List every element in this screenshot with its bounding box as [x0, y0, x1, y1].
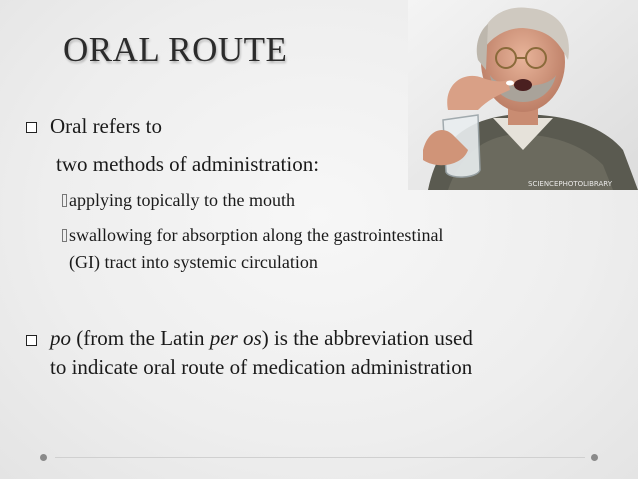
- bullet-checkbox-icon: [26, 122, 37, 133]
- sub-bullet-2-text: swallowing for absorption along the gastrointestinal: [69, 225, 444, 245]
- footer-divider: [55, 457, 585, 458]
- slide-title: ORAL ROUTE: [63, 30, 288, 69]
- bullet-1-line-1: Oral refers to: [50, 114, 162, 138]
- sub-bullet-2: [62, 225, 443, 246]
- sub-bullet-2-line-2: (GI) tract into systemic circulation: [69, 252, 318, 272]
- footer-dot-right-icon: [591, 454, 598, 461]
- bullet-1-line-2: two methods of administration:: [56, 152, 320, 176]
- bullet-2-line-2: to indicate oral route of medication administration: [50, 355, 473, 379]
- bullet-checkbox-icon: [26, 335, 37, 346]
- sub-bullet-marker-icon: [62, 194, 67, 207]
- photo-watermark: SCIENCEPHOTOLIBRARY: [528, 180, 612, 188]
- bullet-2-text-a: (from the Latin: [71, 326, 210, 350]
- po-term: po: [50, 326, 71, 350]
- sub-bullet-1: [62, 190, 295, 211]
- sub-bullet-marker-icon: [62, 229, 67, 242]
- footer-dot-left-icon: [40, 454, 47, 461]
- bullet-2-text-b: ) is the abbreviation used: [261, 326, 473, 350]
- latin-term: per os: [209, 326, 262, 350]
- sub-bullet-1-text: applying topically to the mouth: [69, 190, 295, 210]
- man-taking-pill-photo: [408, 0, 638, 190]
- bullet-2-line-1: [50, 326, 473, 351]
